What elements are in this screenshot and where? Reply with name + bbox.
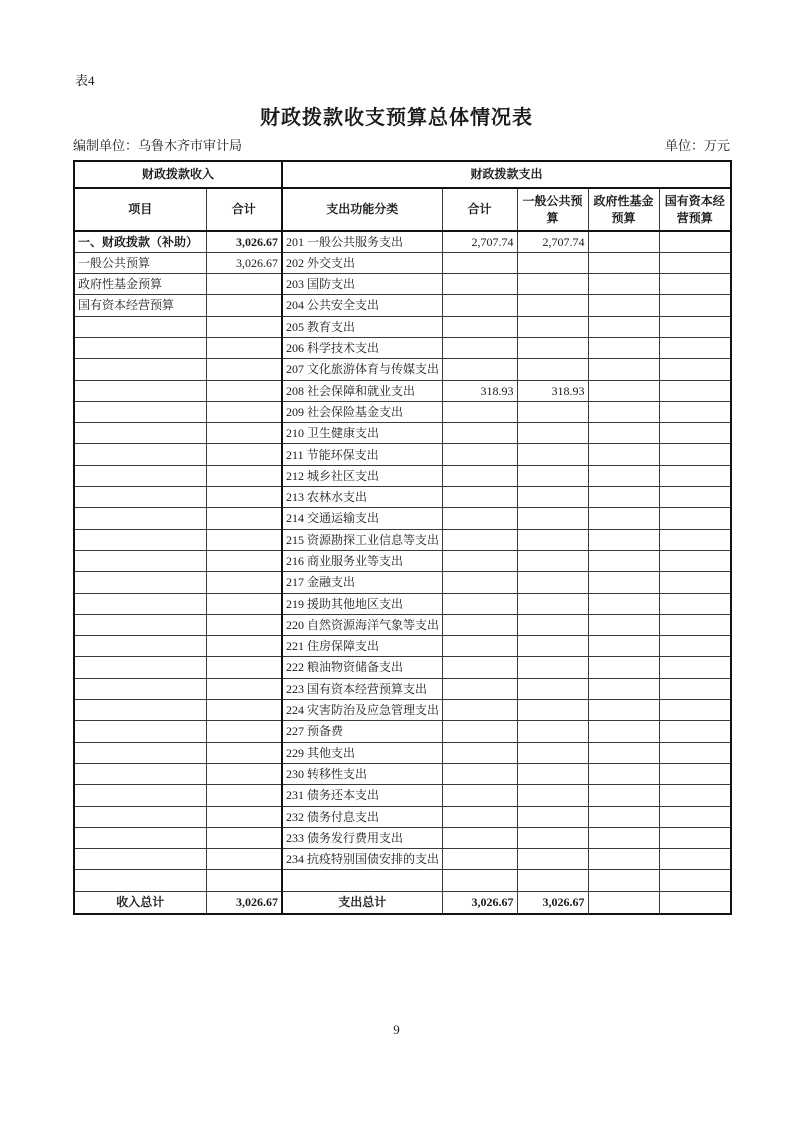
income-item-cell: 国有资本经营预算 <box>74 295 206 316</box>
table-row <box>74 636 731 657</box>
income-total-cell <box>206 380 282 401</box>
expenditure-total-cell <box>442 316 517 337</box>
income-item-cell <box>74 806 206 827</box>
general-budget-cell: 2,707.74 <box>517 231 588 252</box>
expenditure-function-cell: 213 农林水支出 <box>282 487 442 508</box>
table-row <box>74 423 731 444</box>
income-total-cell <box>206 508 282 529</box>
income-item-cell: 政府性基金预算 <box>74 274 206 295</box>
table-row <box>74 465 731 486</box>
state-capital-budget-cell <box>659 572 731 593</box>
col-header-general-budget: 一般公共预算 <box>517 188 588 231</box>
income-item-cell <box>74 572 206 593</box>
gov-fund-budget-cell <box>588 423 659 444</box>
expenditure-total-cell <box>442 401 517 422</box>
table-row <box>74 806 731 827</box>
expenditure-total-cell <box>442 487 517 508</box>
income-total-cell: 3,026.67 <box>206 252 282 273</box>
state-capital-budget-cell <box>659 508 731 529</box>
table-row <box>74 678 731 699</box>
state-capital-budget-cell <box>659 742 731 763</box>
table-row <box>74 487 731 508</box>
expenditure-total-cell <box>442 806 517 827</box>
income-total-cell <box>206 700 282 721</box>
expenditure-function-cell: 203 国防支出 <box>282 274 442 295</box>
expenditure-total-cell <box>442 423 517 444</box>
expenditure-function-cell: 208 社会保障和就业支出 <box>282 380 442 401</box>
gov-fund-budget-cell <box>588 529 659 550</box>
table-row <box>74 742 731 763</box>
expenditure-total-cell <box>442 337 517 358</box>
income-item-cell <box>74 636 206 657</box>
gov-fund-budget-cell <box>588 657 659 678</box>
expenditure-total-cell <box>442 721 517 742</box>
table-row <box>74 359 731 380</box>
expenditure-total-value-cell: 3,026.67 <box>442 891 517 914</box>
expenditure-total-cell <box>442 508 517 529</box>
expenditure-total-cell <box>442 678 517 699</box>
table-row <box>74 721 731 742</box>
expenditure-function-cell <box>282 870 442 891</box>
expenditure-total-cell <box>442 700 517 721</box>
general-budget-cell <box>517 508 588 529</box>
state-capital-budget-cell <box>659 806 731 827</box>
income-item-cell <box>74 359 206 380</box>
gov-fund-budget-cell <box>588 444 659 465</box>
column-header-row <box>74 188 731 231</box>
expenditure-function-cell: 205 教育支出 <box>282 316 442 337</box>
income-item-cell <box>74 870 206 891</box>
state-capital-budget-cell <box>659 316 731 337</box>
income-total-cell <box>206 721 282 742</box>
state-capital-budget-cell <box>659 785 731 806</box>
gov-fund-budget-cell <box>588 274 659 295</box>
table-row <box>74 614 731 635</box>
expenditure-function-cell: 210 卫生健康支出 <box>282 423 442 444</box>
gov-fund-budget-cell <box>588 401 659 422</box>
table-row <box>74 316 731 337</box>
general-budget-cell <box>517 806 588 827</box>
gov-fund-budget-cell <box>588 806 659 827</box>
expenditure-total-cell <box>442 252 517 273</box>
table-row <box>74 444 731 465</box>
table-row <box>74 295 731 316</box>
income-item-cell <box>74 401 206 422</box>
income-total-cell <box>206 337 282 358</box>
income-total-cell <box>206 316 282 337</box>
state-capital-budget-cell <box>659 870 731 891</box>
income-total-cell <box>206 295 282 316</box>
total-row <box>74 891 731 914</box>
col-header-income-total: 合计 <box>206 188 282 231</box>
table-row <box>74 550 731 571</box>
table-row <box>74 657 731 678</box>
state-capital-budget-cell <box>659 657 731 678</box>
general-budget-cell <box>517 274 588 295</box>
general-budget-cell <box>517 252 588 273</box>
income-total-cell <box>206 572 282 593</box>
gov-fund-budget-cell <box>588 721 659 742</box>
income-item-cell <box>74 508 206 529</box>
income-item-cell: 一、财政拨款（补助） <box>74 231 206 252</box>
expenditure-function-cell: 216 商业服务业等支出 <box>282 550 442 571</box>
expenditure-function-cell: 219 援助其他地区支出 <box>282 593 442 614</box>
gov-fund-budget-cell <box>588 785 659 806</box>
general-budget-cell <box>517 529 588 550</box>
income-item-cell <box>74 827 206 848</box>
income-total-cell <box>206 870 282 891</box>
income-item-cell <box>74 380 206 401</box>
general-budget-cell <box>517 550 588 571</box>
general-budget-cell <box>517 636 588 657</box>
gov-fund-budget-cell <box>588 231 659 252</box>
state-capital-budget-cell <box>659 593 731 614</box>
general-budget-cell <box>517 785 588 806</box>
income-total-cell <box>206 849 282 870</box>
state-capital-budget-cell <box>659 849 731 870</box>
gov-fund-budget-cell <box>588 763 659 784</box>
table-row <box>74 274 731 295</box>
general-budget-cell <box>517 295 588 316</box>
income-total-cell: 3,026.67 <box>206 231 282 252</box>
expenditure-function-cell: 201 一般公共服务支出 <box>282 231 442 252</box>
expenditure-function-cell: 204 公共安全支出 <box>282 295 442 316</box>
income-item-cell <box>74 550 206 571</box>
income-item-cell <box>74 721 206 742</box>
general-budget-cell <box>517 465 588 486</box>
state-capital-budget-cell <box>659 678 731 699</box>
expenditure-function-cell: 206 科学技术支出 <box>282 337 442 358</box>
table-label: 表4 <box>75 73 95 88</box>
income-item-cell <box>74 593 206 614</box>
gov-fund-budget-cell <box>588 614 659 635</box>
general-budget-cell <box>517 487 588 508</box>
income-total-cell <box>206 444 282 465</box>
gov-fund-budget-cell <box>588 487 659 508</box>
expenditure-function-cell: 209 社会保险基金支出 <box>282 401 442 422</box>
table-row <box>74 401 731 422</box>
expenditure-total-cell <box>442 742 517 763</box>
income-total-cell <box>206 465 282 486</box>
income-total-cell <box>206 742 282 763</box>
gov-fund-budget-cell <box>588 550 659 571</box>
general-budget-cell <box>517 742 588 763</box>
income-item-cell: 一般公共预算 <box>74 252 206 273</box>
unit-label: 单位：万元 <box>664 138 730 153</box>
state-capital-budget-cell <box>659 700 731 721</box>
gov-fund-budget-cell <box>588 742 659 763</box>
expenditure-total-cell <box>442 529 517 550</box>
general-budget-cell <box>517 593 588 614</box>
income-total-cell <box>206 487 282 508</box>
expenditure-function-cell: 227 预备费 <box>282 721 442 742</box>
gov-fund-budget-cell <box>588 572 659 593</box>
expenditure-function-cell: 202 外交支出 <box>282 252 442 273</box>
general-budget-cell <box>517 444 588 465</box>
table-row <box>74 337 731 358</box>
col-header-item: 项目 <box>74 188 206 231</box>
general-budget-cell <box>517 849 588 870</box>
state-capital-budget-cell <box>659 337 731 358</box>
table-row <box>74 529 731 550</box>
group-header-row <box>74 161 731 188</box>
table-row <box>74 849 731 870</box>
gov-fund-budget-cell <box>588 337 659 358</box>
expenditure-total-label-cell: 支出总计 <box>282 891 442 914</box>
col-header-exp-total: 合计 <box>442 188 517 231</box>
state-capital-budget-cell <box>659 614 731 635</box>
income-total-cell <box>206 401 282 422</box>
income-item-cell <box>74 700 206 721</box>
table-row <box>74 593 731 614</box>
income-total-cell <box>206 763 282 784</box>
income-item-cell <box>74 763 206 784</box>
general-budget-cell <box>517 572 588 593</box>
expenditure-function-cell: 224 灾害防治及应急管理支出 <box>282 700 442 721</box>
income-item-cell <box>74 657 206 678</box>
general-budget-total-cell: 3,026.67 <box>517 891 588 914</box>
gov-fund-budget-cell <box>588 508 659 529</box>
expenditure-function-cell: 234 抗疫特别国债安排的支出 <box>282 849 442 870</box>
expenditure-function-cell: 214 交通运输支出 <box>282 508 442 529</box>
general-budget-cell <box>517 870 588 891</box>
state-capital-total-cell <box>659 891 731 914</box>
expenditure-function-cell: 220 自然资源海洋气象等支出 <box>282 614 442 635</box>
expenditure-total-cell <box>442 614 517 635</box>
income-item-cell <box>74 444 206 465</box>
gov-fund-budget-cell <box>588 700 659 721</box>
expenditure-total-cell <box>442 870 517 891</box>
gov-fund-budget-cell <box>588 380 659 401</box>
income-total-cell <box>206 827 282 848</box>
expenditure-function-cell: 222 粮油物资储备支出 <box>282 657 442 678</box>
expenditure-function-cell: 232 债务付息支出 <box>282 806 442 827</box>
gov-fund-budget-cell <box>588 252 659 273</box>
expenditure-total-cell <box>442 657 517 678</box>
expenditure-function-cell: 215 资源勘探工业信息等支出 <box>282 529 442 550</box>
general-budget-cell <box>517 700 588 721</box>
expenditure-function-cell: 211 节能环保支出 <box>282 444 442 465</box>
income-item-cell <box>74 742 206 763</box>
income-item-cell <box>74 465 206 486</box>
income-total-cell <box>206 657 282 678</box>
table-row <box>74 785 731 806</box>
income-total-cell <box>206 359 282 380</box>
gov-fund-budget-cell <box>588 849 659 870</box>
gov-fund-budget-cell <box>588 827 659 848</box>
page-title: 财政拨款收支预算总体情况表 <box>260 107 533 129</box>
general-budget-cell <box>517 763 588 784</box>
income-item-cell <box>74 487 206 508</box>
general-budget-cell <box>517 827 588 848</box>
state-capital-budget-cell <box>659 423 731 444</box>
expenditure-total-cell: 318.93 <box>442 380 517 401</box>
expenditure-group-header: 财政拨款支出 <box>282 161 731 188</box>
income-total-cell <box>206 550 282 571</box>
expenditure-function-cell: 212 城乡社区支出 <box>282 465 442 486</box>
income-total-cell <box>206 274 282 295</box>
expenditure-total-cell: 2,707.74 <box>442 231 517 252</box>
general-budget-cell <box>517 337 588 358</box>
expenditure-total-cell <box>442 295 517 316</box>
income-total-cell <box>206 678 282 699</box>
state-capital-budget-cell <box>659 274 731 295</box>
state-capital-budget-cell <box>659 721 731 742</box>
table-row <box>74 380 731 401</box>
gov-fund-budget-cell <box>588 593 659 614</box>
meta-row <box>73 135 730 154</box>
general-budget-cell <box>517 614 588 635</box>
col-header-state-capital-budget: 国有资本经营预算 <box>659 188 731 231</box>
expenditure-function-cell: 231 债务还本支出 <box>282 785 442 806</box>
state-capital-budget-cell <box>659 529 731 550</box>
page-number: 9 <box>393 1022 400 1037</box>
expenditure-total-cell <box>442 465 517 486</box>
state-capital-budget-cell <box>659 380 731 401</box>
general-budget-cell <box>517 359 588 380</box>
state-capital-budget-cell <box>659 763 731 784</box>
expenditure-total-cell <box>442 827 517 848</box>
table-row <box>74 763 731 784</box>
table-row <box>74 252 731 273</box>
income-item-cell <box>74 678 206 699</box>
general-budget-cell <box>517 657 588 678</box>
state-capital-budget-cell <box>659 827 731 848</box>
table-body <box>74 231 731 891</box>
expenditure-total-cell <box>442 550 517 571</box>
expenditure-function-cell: 223 国有资本经营预算支出 <box>282 678 442 699</box>
income-total-cell <box>206 785 282 806</box>
state-capital-budget-cell <box>659 465 731 486</box>
table-row <box>74 508 731 529</box>
expenditure-function-cell: 221 住房保障支出 <box>282 636 442 657</box>
expenditure-total-cell <box>442 274 517 295</box>
general-budget-cell <box>517 316 588 337</box>
expenditure-function-cell: 233 债务发行费用支出 <box>282 827 442 848</box>
income-item-cell <box>74 785 206 806</box>
table-row <box>74 231 731 252</box>
state-capital-budget-cell <box>659 487 731 508</box>
state-capital-budget-cell <box>659 231 731 252</box>
income-total-cell <box>206 593 282 614</box>
expenditure-total-cell <box>442 785 517 806</box>
gov-fund-budget-cell <box>588 636 659 657</box>
gov-fund-budget-cell <box>588 678 659 699</box>
income-item-cell <box>74 614 206 635</box>
expenditure-total-cell <box>442 572 517 593</box>
gov-fund-budget-cell <box>588 359 659 380</box>
expenditure-total-cell <box>442 359 517 380</box>
expenditure-function-cell: 229 其他支出 <box>282 742 442 763</box>
income-total-cell <box>206 423 282 444</box>
expenditure-function-cell: 217 金融支出 <box>282 572 442 593</box>
expenditure-total-cell <box>442 849 517 870</box>
general-budget-cell: 318.93 <box>517 380 588 401</box>
gov-fund-budget-cell <box>588 316 659 337</box>
table-row <box>74 700 731 721</box>
expenditure-total-cell <box>442 636 517 657</box>
income-total-cell <box>206 614 282 635</box>
budget-table <box>73 160 732 915</box>
general-budget-cell <box>517 423 588 444</box>
gov-fund-budget-cell <box>588 870 659 891</box>
income-total-cell <box>206 806 282 827</box>
expenditure-total-cell <box>442 444 517 465</box>
expenditure-total-cell <box>442 593 517 614</box>
expenditure-function-cell: 230 转移性支出 <box>282 763 442 784</box>
income-total-value-cell: 3,026.67 <box>206 891 282 914</box>
income-item-cell <box>74 423 206 444</box>
general-budget-cell <box>517 721 588 742</box>
expenditure-function-cell: 207 文化旅游体育与传媒支出 <box>282 359 442 380</box>
col-header-gov-fund-budget: 政府性基金预算 <box>588 188 659 231</box>
general-budget-cell <box>517 678 588 699</box>
gov-fund-total-cell <box>588 891 659 914</box>
col-header-function: 支出功能分类 <box>282 188 442 231</box>
state-capital-budget-cell <box>659 295 731 316</box>
state-capital-budget-cell <box>659 636 731 657</box>
income-item-cell <box>74 849 206 870</box>
income-total-cell <box>206 636 282 657</box>
gov-fund-budget-cell <box>588 465 659 486</box>
income-item-cell <box>74 316 206 337</box>
prepared-by-label: 编制单位：乌鲁木齐市审计局 <box>73 138 243 153</box>
state-capital-budget-cell <box>659 252 731 273</box>
state-capital-budget-cell <box>659 444 731 465</box>
state-capital-budget-cell <box>659 401 731 422</box>
state-capital-budget-cell <box>659 550 731 571</box>
table-row <box>74 827 731 848</box>
expenditure-total-cell <box>442 763 517 784</box>
income-item-cell <box>74 529 206 550</box>
general-budget-cell <box>517 401 588 422</box>
income-group-header: 财政拨款收入 <box>74 161 282 188</box>
state-capital-budget-cell <box>659 359 731 380</box>
table-row <box>74 870 731 891</box>
income-total-cell <box>206 529 282 550</box>
income-total-label-cell: 收入总计 <box>74 891 206 914</box>
income-item-cell <box>74 337 206 358</box>
gov-fund-budget-cell <box>588 295 659 316</box>
table-row <box>74 572 731 593</box>
